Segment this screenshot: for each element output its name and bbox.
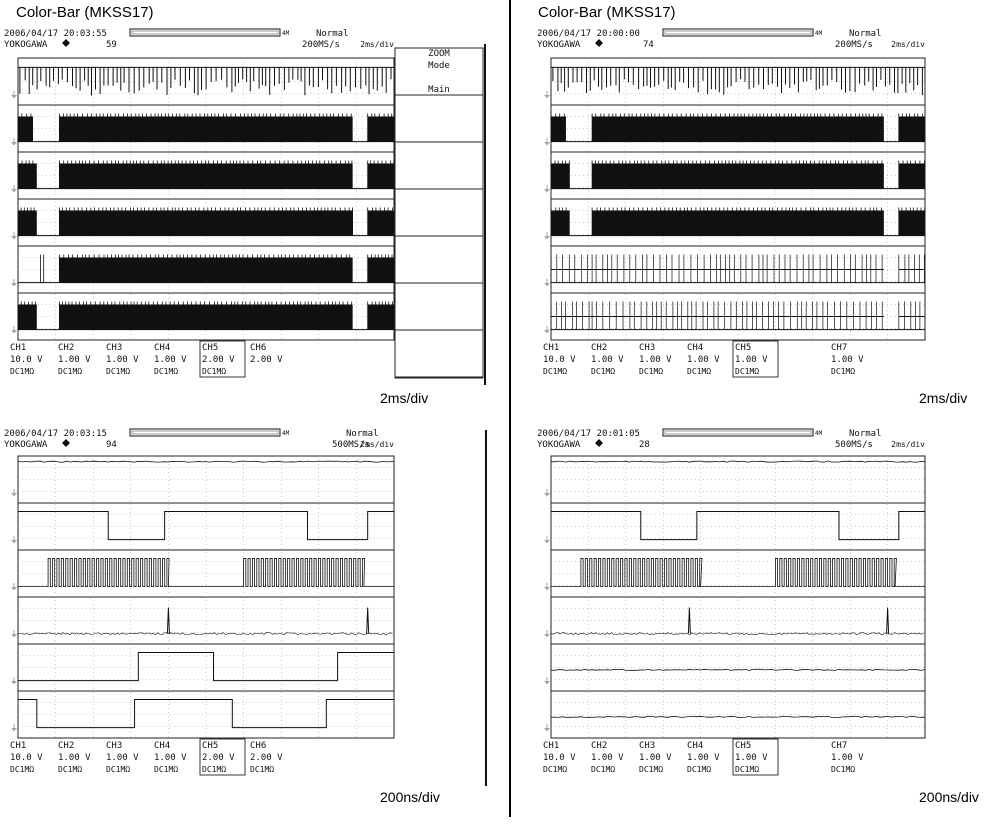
channel-name: CH1 bbox=[543, 343, 560, 353]
panel-bottom-right bbox=[533, 426, 1003, 834]
channel-coupling: DC1MΩ bbox=[735, 367, 760, 376]
channel-name: CH3 bbox=[639, 741, 656, 751]
page-divider bbox=[509, 0, 511, 817]
channel-name: CH4 bbox=[154, 343, 171, 353]
channel-name: CH5 bbox=[202, 343, 219, 353]
ground-marker-icon: ⏚ bbox=[10, 184, 18, 194]
trace-ch5 bbox=[18, 254, 394, 282]
brand-logo: YOKOGAWA bbox=[4, 40, 48, 50]
panel-top-right bbox=[533, 0, 1003, 408]
ground-marker-icon: ⏚ bbox=[543, 325, 551, 335]
channel-name: CH2 bbox=[58, 741, 75, 751]
channel-coupling: DC1MΩ bbox=[735, 765, 760, 774]
time-div-readout: 2ms/div bbox=[360, 440, 394, 449]
ground-marker-icon: ⏚ bbox=[10, 325, 18, 335]
ground-marker-icon: ⏚ bbox=[10, 137, 18, 147]
channel-name: CH3 bbox=[639, 343, 656, 353]
channel-name: CH4 bbox=[687, 741, 704, 751]
channel-coupling: DC1MΩ bbox=[687, 765, 712, 774]
channel-volts: 1.00 V bbox=[735, 355, 768, 365]
channel-volts: 2.00 V bbox=[250, 355, 283, 365]
memory-bar-inner bbox=[665, 31, 811, 34]
acquisition-count: 74 bbox=[643, 40, 654, 50]
memory-bar bbox=[663, 29, 813, 36]
channel-name: CH2 bbox=[591, 343, 608, 353]
channel-coupling: DC1MΩ bbox=[154, 367, 179, 376]
memory-bar-inner bbox=[132, 431, 278, 434]
sample-rate: 500MS/s bbox=[332, 440, 370, 450]
diamond-icon bbox=[62, 39, 70, 47]
channel-name: CH6 bbox=[250, 343, 267, 353]
burst-block bbox=[551, 210, 570, 235]
channel-volts: 1.00 V bbox=[831, 355, 864, 365]
ground-marker-icon: ⏚ bbox=[10, 278, 18, 288]
timestamp: 2006/04/17 20:03:15 bbox=[4, 429, 107, 439]
ground-marker-icon: ⏚ bbox=[10, 723, 18, 733]
sample-rate: 200MS/s bbox=[302, 40, 340, 50]
trace-ch2 bbox=[551, 113, 925, 141]
channel-coupling: DC1MΩ bbox=[202, 367, 227, 376]
channel-name: CH1 bbox=[10, 741, 27, 751]
channel-coupling: DC1MΩ bbox=[58, 765, 83, 774]
channel-coupling: DC1MΩ bbox=[687, 367, 712, 376]
panel-bottom-left bbox=[0, 426, 500, 834]
channel-name: CH6 bbox=[250, 741, 267, 751]
trace-ch2 bbox=[18, 113, 394, 141]
channel-coupling: DC1MΩ bbox=[250, 765, 275, 774]
channel-volts: 2.00 V bbox=[250, 753, 283, 763]
burst-block bbox=[899, 116, 925, 141]
ground-marker-icon: ⏚ bbox=[543, 231, 551, 241]
brand-logo: YOKOGAWA bbox=[537, 40, 581, 50]
burst-block bbox=[592, 163, 884, 188]
ground-marker-icon: ⏚ bbox=[10, 488, 18, 498]
sample-rate: 200MS/s bbox=[835, 40, 873, 50]
panel-top-left bbox=[0, 0, 500, 408]
channel-coupling: DC1MΩ bbox=[10, 765, 35, 774]
channel-volts: 1.00 V bbox=[591, 753, 624, 763]
channel-volts: 1.00 V bbox=[735, 753, 768, 763]
brand-logo: YOKOGAWA bbox=[4, 440, 48, 450]
trigger-mode: Normal bbox=[849, 29, 882, 39]
sample-rate: 500MS/s bbox=[835, 440, 873, 450]
diamond-icon bbox=[595, 439, 603, 447]
acquisition-count: 59 bbox=[106, 40, 117, 50]
channel-coupling: DC1MΩ bbox=[831, 765, 856, 774]
oscilloscope-screen bbox=[533, 26, 1003, 416]
diamond-icon bbox=[62, 439, 70, 447]
trace-ch4 bbox=[18, 207, 394, 235]
channel-volts: 1.00 V bbox=[106, 355, 139, 365]
channel-name: CH3 bbox=[106, 343, 123, 353]
channel-coupling: DC1MΩ bbox=[591, 765, 616, 774]
channel-coupling: DC1MΩ bbox=[543, 765, 568, 774]
channel-coupling: DC1MΩ bbox=[154, 765, 179, 774]
timebase-caption: 2ms/div bbox=[919, 390, 968, 406]
channel-volts: 1.00 V bbox=[687, 355, 720, 365]
ground-marker-icon: ⏚ bbox=[543, 676, 551, 686]
channel-volts: 1.00 V bbox=[58, 355, 91, 365]
channel-volts: 1.00 V bbox=[106, 753, 139, 763]
ground-marker-icon: ⏚ bbox=[543, 90, 551, 100]
channel-coupling: DC1MΩ bbox=[591, 367, 616, 376]
channel-volts: 1.00 V bbox=[591, 355, 624, 365]
trigger-mode: Normal bbox=[316, 29, 349, 39]
channel-coupling: DC1MΩ bbox=[543, 367, 568, 376]
burst-block bbox=[551, 163, 570, 188]
burst-block bbox=[551, 116, 566, 141]
channel-volts: 1.00 V bbox=[831, 753, 864, 763]
zoom-menu-header: ZOOM bbox=[428, 49, 450, 59]
ground-marker-icon: ⏚ bbox=[10, 535, 18, 545]
memory-size: 4M bbox=[282, 30, 290, 37]
diamond-icon bbox=[595, 39, 603, 47]
channel-name: CH1 bbox=[10, 343, 27, 353]
channel-volts: 10.0 V bbox=[10, 355, 43, 365]
trigger-mode: Normal bbox=[346, 429, 379, 439]
channel-coupling: DC1MΩ bbox=[202, 765, 227, 774]
channel-volts: 1.00 V bbox=[639, 753, 672, 763]
burst-block bbox=[59, 257, 352, 282]
channel-coupling: DC1MΩ bbox=[639, 367, 664, 376]
channel-name: CH7 bbox=[831, 741, 848, 751]
channel-name: CH2 bbox=[591, 741, 608, 751]
ground-marker-icon: ⏚ bbox=[10, 629, 18, 639]
channel-coupling: DC1MΩ bbox=[58, 367, 83, 376]
time-div-readout: 2ms/div bbox=[891, 40, 925, 49]
timebase-caption: 2ms/div bbox=[380, 390, 429, 406]
panel-title: Color-Bar (MKSS17) bbox=[538, 4, 676, 21]
zoom-menu-frame bbox=[395, 48, 483, 378]
acquisition-count: 94 bbox=[106, 440, 117, 450]
burst-block bbox=[592, 210, 884, 235]
timebase-caption: 200ns/div bbox=[380, 789, 440, 805]
channel-name: CH5 bbox=[202, 741, 219, 751]
ground-marker-icon: ⏚ bbox=[543, 488, 551, 498]
memory-size: 4M bbox=[282, 430, 290, 437]
channel-coupling: DC1MΩ bbox=[106, 367, 131, 376]
channel-name: CH4 bbox=[687, 343, 704, 353]
burst-block bbox=[368, 210, 394, 235]
channel-name: CH2 bbox=[58, 343, 75, 353]
oscilloscope-screen bbox=[0, 426, 500, 788]
burst-block bbox=[59, 210, 352, 235]
ground-marker-icon: ⏚ bbox=[543, 723, 551, 733]
timestamp: 2006/04/17 20:03:55 bbox=[4, 29, 107, 39]
memory-size: 4M bbox=[815, 30, 823, 37]
time-div-readout: 2ms/div bbox=[891, 440, 925, 449]
trace-ch3 bbox=[18, 160, 394, 188]
channel-volts: 1.00 V bbox=[154, 355, 187, 365]
trace-ch4 bbox=[551, 207, 925, 235]
ground-marker-icon: ⏚ bbox=[10, 90, 18, 100]
ground-marker-icon: ⏚ bbox=[10, 582, 18, 592]
oscilloscope-screen bbox=[0, 26, 500, 416]
memory-bar-inner bbox=[665, 431, 811, 434]
channel-volts: 2.00 V bbox=[202, 753, 235, 763]
timestamp: 2006/04/17 20:00:00 bbox=[537, 29, 640, 39]
channel-coupling: DC1MΩ bbox=[639, 765, 664, 774]
channel-name: CH5 bbox=[735, 741, 752, 751]
ground-marker-icon: ⏚ bbox=[543, 535, 551, 545]
channel-volts: 1.00 V bbox=[639, 355, 672, 365]
channel-volts: 1.00 V bbox=[58, 753, 91, 763]
channel-volts: 10.0 V bbox=[543, 753, 576, 763]
channel-coupling: DC1MΩ bbox=[10, 367, 35, 376]
acquisition-count: 28 bbox=[639, 440, 650, 450]
panel-title: Color-Bar (MKSS17) bbox=[16, 4, 154, 21]
zoom-menu bbox=[395, 44, 485, 385]
burst-block bbox=[368, 304, 394, 329]
memory-bar bbox=[130, 29, 280, 36]
channel-coupling: DC1MΩ bbox=[831, 367, 856, 376]
ground-marker-icon: ⏚ bbox=[10, 231, 18, 241]
ground-marker-icon: ⏚ bbox=[543, 629, 551, 639]
trace-ch3 bbox=[551, 160, 925, 188]
burst-block bbox=[18, 163, 37, 188]
channel-name: CH3 bbox=[106, 741, 123, 751]
ground-marker-icon: ⏚ bbox=[10, 676, 18, 686]
channel-coupling: DC1MΩ bbox=[106, 765, 131, 774]
channel-name: CH1 bbox=[543, 741, 560, 751]
timestamp: 2006/04/17 20:01:05 bbox=[537, 429, 640, 439]
brand-logo: YOKOGAWA bbox=[537, 440, 581, 450]
time-div-readout: 2ms/div bbox=[360, 40, 394, 49]
channel-name: CH5 bbox=[735, 343, 752, 353]
burst-block bbox=[368, 163, 394, 188]
channel-volts: 1.00 V bbox=[154, 753, 187, 763]
zoom-mode-label: Mode bbox=[428, 61, 450, 71]
zoom-mode-value: Main bbox=[428, 85, 450, 95]
trigger-mode: Normal bbox=[849, 429, 882, 439]
channel-volts: 1.00 V bbox=[687, 753, 720, 763]
ground-marker-icon: ⏚ bbox=[543, 278, 551, 288]
ground-marker-icon: ⏚ bbox=[543, 184, 551, 194]
memory-bar-inner bbox=[132, 31, 278, 34]
channel-volts: 2.00 V bbox=[202, 355, 235, 365]
channel-volts: 10.0 V bbox=[543, 355, 576, 365]
oscilloscope-screen bbox=[533, 426, 1003, 788]
timebase-caption: 200ns/div bbox=[919, 789, 979, 805]
ground-marker-icon: ⏚ bbox=[543, 137, 551, 147]
channel-name: CH7 bbox=[831, 343, 848, 353]
trace-ch6 bbox=[18, 301, 394, 329]
memory-bar bbox=[130, 429, 280, 436]
channel-name: CH4 bbox=[154, 741, 171, 751]
memory-bar bbox=[663, 429, 813, 436]
memory-size: 4M bbox=[815, 430, 823, 437]
ground-marker-icon: ⏚ bbox=[543, 582, 551, 592]
channel-volts: 10.0 V bbox=[10, 753, 43, 763]
